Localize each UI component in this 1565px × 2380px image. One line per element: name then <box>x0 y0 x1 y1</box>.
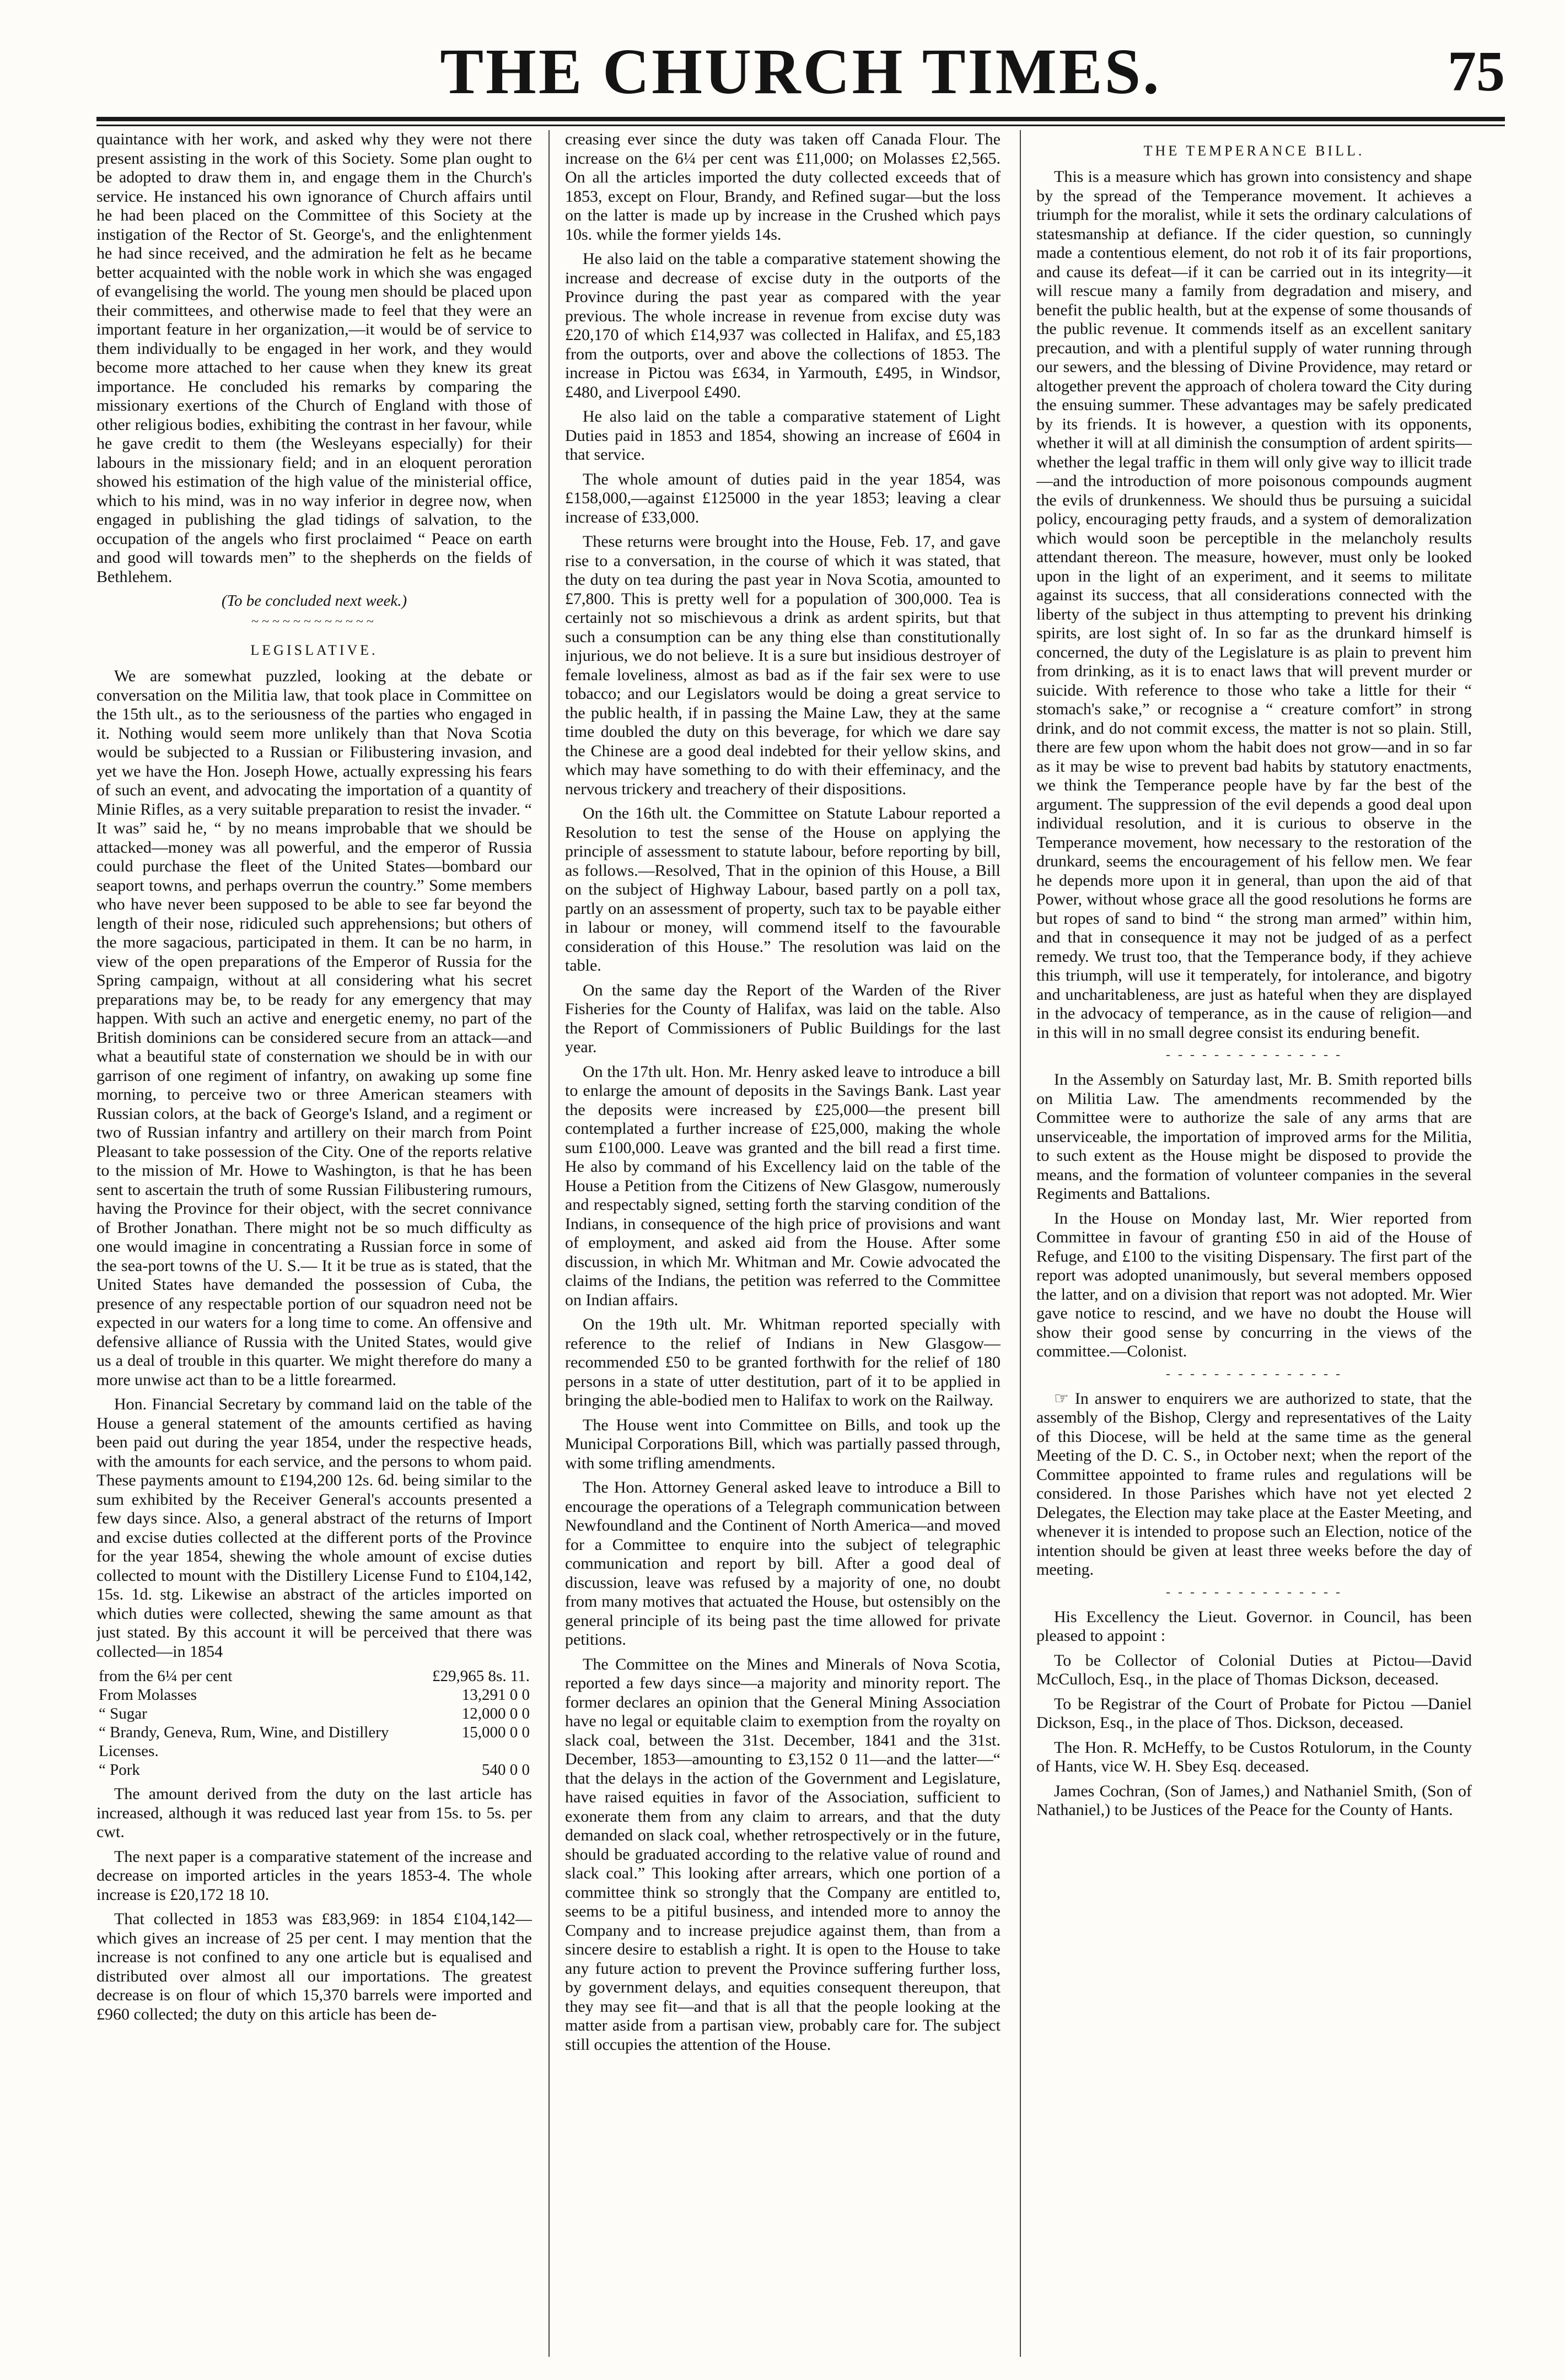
article-paragraph: creasing ever since the duty was taken off Canada Flour. The increase on the 6¼ per cent was £11,000; on Molasses £2,565. On all the articles imported the duty collected exceeds that of 1853, except on Flour, Brandy, and Refined sugar—but the loss on the latter is made up by increase in the Crushed which pays 10s. while the former yields 14s. <box>565 130 1001 244</box>
article-paragraph: The amount derived from the duty on the last article has increased, although it was reduced last year from 15s. to 5s. per cwt. <box>96 1785 532 1841</box>
article-paragraph: In the House on Monday last, Mr. Wier reported from Committee in favour of granting £50 in aid of the House of Refuge, and £100 to the visiting Dispensary. The first part of the report was adopted unanimously, but several members opposed the latter, and on a division that report was not adopted. Mr. Wier gave notice to rescind, and we have no doubt the House will show their good sense by concurring in the views of the committee.—Colonist. <box>1036 1209 1472 1360</box>
article-paragraph: The Hon. Attorney General asked leave to introduce a Bill to encourage the operations of a Telegraph communication between Newfoundland and the Continent of North America—and moved for a Committee to enquire into the subject of telegraphic communication and report by bill. After a good deal of discussion, leave was refused by a majority of one, no doubt from many motives that actuated the House, but ostensibly on the general principle of its being past the time allowed for private petitions. <box>565 1478 1001 1649</box>
article-paragraph: On the 17th ult. Hon. Mr. Henry asked leave to introduce a bill to enlarge the amount of deposits in the Savings Bank. Last year the deposits were increased by £25,000—the present bill contemplated a further increase of £25,000, making the whole sum £100,000. Leave was granted and the bill read a first time. He also by command of his Excellency laid on the table of the House a Petition from the Citizens of New Glasgow, numerously and respectably signed, setting forth the starving condition of the Indians, in consequence of the high price of provisions and want of employment, and asked aid from the House. After some discussion, in which Mr. Whitman and Mr. Cowie advocated the claims of the Indians, the petition was referred to the Committee on Indian affairs. <box>565 1062 1001 1309</box>
duty-amount: 13,291 0 0 <box>461 1686 530 1704</box>
article-paragraph: Hon. Financial Secretary by command laid on the table of the House a general statement of the amounts certified as having been paid out during the year 1854, under the respective heads, with the amounts for each service, and the persons to whom paid. These payments amount to £194,200 12s. 6d. being similar to the sum exhibited by the Receiver General's accounts presented a few days since. Also, a general abstract of the returns of Import and excise duties collected at the different ports of the Province for the year 1854, shewing the whole amount of excise duties collected to mount with the Distillery License Fund to £104,142, 15s. 1d. stg. Likewise an abstract of the articles imported on which duties were collected, shewing the same amount as that just stated. By this account it will be perceived that there was collected—in 1854 <box>96 1395 532 1661</box>
column-2 <box>565 130 1001 2357</box>
duty-amount: 540 0 0 <box>482 1761 530 1779</box>
section-heading-temperance: THE TEMPERANCE BILL. <box>1143 143 1365 159</box>
article-paragraph: He also laid on the table a comparative statement of Light Duties paid in 1853 and 1854, showing an increase of £604 in that service. <box>565 407 1001 464</box>
article-paragraph: These returns were brought into the House, Feb. 17, and gave rise to a conversation, in the course of which it was stated, that the duty on tea during the past year in Nova Scotia, amounted to £7,800. This is pretty well for a population of 300,000. Tea is certainly not so mischievous a drink as ardent spirits, but that such a consumption can be any thing else than constitutionally injurious, we do not believe. It is a sure but insidious destroyer of female loveliness, almost as bad as if the fair sex were to use tobacco; and our Legislators would be doing a great service to the public health, if in passing the Maine Law, they at the same time doubled the duty on this beverage, for which we dare say the Chinese are a good deal indebted for their yellow skins, and which may have something to do with their effeminacy, and the nervous trickery and treachery of their dispositions. <box>565 532 1001 798</box>
article-paragraph: The whole amount of duties paid in the year 1854, was £158,000,—against £125000 in the year 1853; leaving a clear increase of £33,000. <box>565 470 1001 526</box>
section-divider: - - - - - - - - - - - - - - - <box>1166 1585 1342 1600</box>
page-number: 75 <box>1448 40 1505 103</box>
column-3 <box>1036 130 1472 2357</box>
article-paragraph: In the Assembly on Saturday last, Mr. B. Smith reported bills on Militia Law. The amendments recommended by the Committee were to authorize the sale of any arms that are unserviceable, the importation of improved arms for the Militia, to such extent as the House might be disposed to provide the means, and the formation of volunteer companies in the several Regiments and Battalions. <box>1036 1070 1472 1203</box>
article-paragraph: On the 19th ult. Mr. Whitman reported specially with reference to the relief of Indians in New Glasgow—recommended £50 to be granted forthwith for the relief of 180 persons in a state of utter destitution, part of it to be applied in bringing the able-bodied men to Halifax to work on the Railway. <box>565 1315 1001 1409</box>
appointment-entry: To be Collector of Colonial Duties at Pictou—David McCulloch, Esq., in the place of Thomas Dickson, deceased. <box>1036 1651 1472 1688</box>
appointment-entry: James Cochran, (Son of James,) and Nathaniel Smith, (Son of Nathaniel,) to be Justices of the Peace for the County of Hants. <box>1036 1781 1472 1819</box>
article-paragraph: The House went into Committee on Bills, and took up the Municipal Corporations Bill, which was partially passed through, with some trifling amendments. <box>565 1415 1001 1472</box>
masthead <box>96 33 1505 116</box>
continuation-note: (To be concluded next week.) <box>221 592 407 610</box>
duty-item: “ Sugar <box>99 1705 147 1722</box>
article-paragraph: This is a measure which has grown into consistency and shape by the spread of the Temperance movement. It achieves a triumph for the moralist, while it sets the ordinary calculations of statesmanship at defiance. If the cider question, so cunningly made a contentious element, do not rob it of its fair proportions, and cause its defeat—if it can be carried out in its integrity—it will rescue many a family from degradation and misery, and benefit the public health, but at the expense of some thousands of the public revenue. It commends itself as an excellent sanitary precaution, and with a plentiful supply of water running through our sewers, and the blessing of Divine Providence, may retard or altogether prevent the approach of cholera toward the City during the ensuing summer. These advantages may be safely predicated by its friends. It is however, a question with its opponents, whether it will at all diminish the consumption of ardent spirits—whether the legal traffic in them will only give way to illicit trade—and the introduction of more poisonous compounds augment the evils of drunkenness. We should thus be pursuing a suicidal policy, encouraging petty frauds, and a system of demoralization which would soon be perceptible in the melancholy results attendant thereon. The measure, however, must only be looked upon in the light of an experiment, and it seems to militate against its success, that all considerations connected with the liberty of the subject in thus attempting to prevent his drinking spirits, are lost sight of. In so far as the drunkard himself is concerned, the duty of the Legislature is as plain to prevent him from drinking, as it is to enact laws that will prevent murder or suicide. With reference to those who take a little for their “ stomach's sake,” or recognise a “ creature comfort” in strong drink, and do not commit excess, the matter is not so plain. Still, there are few upon whom the habit does not grow—and in so far as it may be wise to prevent bad habits by statutory enactments, we think the Temperance people have by far the best of the argument. The suppression of the evil depends a good deal upon individual resolution, and it is curious to observe in the Temperance movement, how necessary to the restoration of the drunkard, seems the encouragement of his fellow men. We fear he depends more upon it in general, than upon the aid of that Power, without whose grace all the good resolutions he forms are but ropes of sand to bind “ the strong man armed” within him, and that in consequence it may not be judged of as a perfect remedy. We trust too, that the Temperance body, if they achieve this triumph, will use it temperately, for intolerance, and bigotry and uncharitableness, are just as hateful when they are displayed in the advocacy of temperance, as in the cause of religion—and in this will in no small degree consist its enduring benefit. <box>1036 168 1472 1042</box>
article-paragraph: On the 16th ult. the Committee on Statute Labour reported a Resolution to test the sense of the House on applying the principle of assessment to statute labour, before reporting by bill, as follows.—Resolved, That in the opinion of this House, a Bill on the subject of Highway Labour, based partly on a poll tax, partly on an assessment of property, such tax to be payable either in labour or money, will commend itself to the favourable consideration of this House.” The resolution was laid on the table. <box>565 804 1001 974</box>
notice-paragraph: ☞ In answer to enquirers we are authorized to state, that the assembly of the Bishop, Clergy and representatives of the Laity of this Diocese, will be held at the same time as the general Meeting of the D. C. S., in October next; when the report of the Committee appointed to frame rules and regulations will be considered. In those Parishes which have not yet elected 2 Delegates, the Election may take place at the Easter Meeting, and whenever it is intended to propose such an Election, notice of the intention should be given at least three weeks before the day of meeting. <box>1036 1389 1472 1579</box>
table-row <box>96 1723 532 1760</box>
duty-amount: £29,965 8s. 11. <box>432 1667 530 1685</box>
appointment-entry: The Hon. R. McHeffy, to be Custos Rotulorum, in the County of Hants, vice W. H. Sbey Esq. deceased. <box>1036 1738 1472 1775</box>
duty-item: “ Pork <box>99 1761 140 1779</box>
duty-amount: 15,000 0 0 <box>461 1724 530 1741</box>
section-divider: - - - - - - - - - - - - - - - <box>1166 1048 1342 1062</box>
duties-table <box>96 1667 532 1779</box>
article-paragraph: The Committee on the Mines and Minerals of Nova Scotia, reported a few days since—a majority and minority report. The former declares an opinion that the General Mining Association have no legal or equitable claim to exemption from the royalty on slack coal, between the 31st. December, 1841 and the 31st. December, 1853—amounting to £3,152 0 11—and the latter—“ that the delays in the action of the Government and Legislature, have raised equities in favor of the Association, sufficient to exonerate them from any claim to arrears, and that the duty demanded on slack coal, whether retrospectively or in the future, should be graduated according to the relative value of round and slack coal.” This looking after arrears, which one portion of a committee think so strongly that the Company are entitled to, seems to be a pitiful business, and intended more to annoy the Company and to increase prejudice against them, than from a sincere desire to establish a right. It is open to the House to take any future action to prevent the Province suffering further loss, by government delays, and equities consequent thereupon, that they may see fit—and that is all that the people looking at the matter aside from a partisan view, probably care for. The subject still occupies the attention of the House. <box>565 1655 1001 2054</box>
article-paragraph: His Excellency the Lieut. Governor. in Council, has been pleased to appoint : <box>1036 1607 1472 1645</box>
table-row <box>96 1760 532 1779</box>
duty-item: “ Brandy, Geneva, Rum, Wine, and Distillery Licenses. <box>99 1724 389 1760</box>
masthead-rule-thick <box>96 117 1505 121</box>
article-paragraph: The next paper is a comparative statement of the increase and decrease on imported articles in the years 1853-4. The whole increase is £20,172 18 10. <box>96 1847 532 1904</box>
duty-amount: 12,000 0 0 <box>461 1705 530 1722</box>
section-heading-legislative: LEGISLATIVE. <box>250 642 378 658</box>
table-row <box>96 1704 532 1723</box>
column-divider <box>548 130 550 2357</box>
article-paragraph: We are somewhat puzzled, looking at the debate or conversation on the Militia law, that took place in Committee on the 15th ult., as to the seriousness of the parties who engaged in it. Nothing would seem more unlikely than that Nova Scotia would be subjected to a Russian or Filibustering invasion, and yet we have the Hon. Joseph Howe, actually expressing his fears of such an event, and advocating the importation of a quantity of Minie Rifles, as a very suitable preparation to resist the invader. “ It was” said he, “ by no means improbable that we should be attacked—money was all powerful, and the emperor of Russia could purchase the fleet of the United States—bombard our seaport towns, and perhaps overrun the country.” Some members who have never been supposed to be able to see far beyond the length of their nose, ridiculed such apprehensions; but others of the more sagacious, participated in them. It can be no harm, in view of the open preparations of the Emperor of Russia for the Spring campaign, without at all considering what his secret preparations may be, to be ready for any emergency that may happen. With such an active and energetic enemy, no part of the British dominions can be considered secure from an attack—and what a beautiful state of consternation we should be in with our garrison of one regiment of infantry, on awaking up some fine morning, to perceive two or three American steamers with Russian colors, at the back of George's Island, and a regiment or two of Russian infantry and artillery on their march from Point Pleasant to take possession of the City. One of the reports relative to the mission of Mr. Howe to Washington, is that he has been sent to ascertain the truth of some Russian Filibustering rumours, having the Province for their object, with the secret connivance of Brother Jonathan. There might not be so much difficulty as one would imagine in concentrating a Russian force in some of the sea-port towns of the U. S.— It it be true as is stated, that the United States have demanded the possession of Cuba, the presence of any respectable portion of our squadron need not be expected in our waters for a long time to come. An offensive and defensive alliance of Russia with the United States, would give us a deal of trouble in this quarter. We might therefore do many a more unwise act than to be a little forearmed. <box>96 667 532 1389</box>
duty-item: from the 6¼ per cent <box>99 1667 233 1685</box>
appointment-entry: To be Registrar of the Court of Probate for Pictou —Daniel Dickson, Esq., in the place of Thos. Dickson, deceased. <box>1036 1694 1472 1732</box>
column-divider <box>1020 130 1021 2357</box>
masthead-rule-thin <box>96 125 1505 126</box>
duty-item: From Molasses <box>99 1686 197 1704</box>
section-divider: - - - - - - - - - - - - - - - <box>1166 1366 1342 1381</box>
article-paragraph: quaintance with her work, and asked why they were not there present assisting in the work of this Society. Some plan ought to be adopted to draw them in, and engage them in the Church's service. He instanced his own ignorance of Church affairs until he had been placed on the Committee of this Society at the instigation of the Rector of St. George's, and the enlightenment he had since received, and the admiration he felt as he became better acquainted with the noble work in which she was engaged of evangelising the world. The young men should be placed upon their committees, and otherwise made to feel that they were an important feature in her organization,—it would be of service to them individually to be engaged in her work, and they would become more attached to her cause when they knew its great importance. He concluded his remarks by comparing the missionary exertions of the Church of England with those of other religious bodies, exhibiting the contrast in her favour, while he gave credit to them (the Wesleyans especially) for their labours in the missionary field; and in an eloquent peroration showed his estimation of the high value of the ministerial office, which to his mind, was in no way inferior in degree now, when engaged in publishing the glad tidings of salvation, to the occupation of the angels who first proclaimed “ Peace on earth and good will towards men” to the shepherds on the fields of Bethlehem. <box>96 130 532 586</box>
table-row <box>96 1686 532 1704</box>
section-ornament: ~~~~~~~~~~~~ <box>251 615 377 629</box>
table-row <box>96 1667 532 1686</box>
article-paragraph: That collected in 1853 was £83,969: in 1854 £104,142—which gives an increase of 25 per cent. I may mention that the increase is not confined to any one article but is equalised and distributed over almost all our importations. The greatest decrease is on flour of which 15,370 barrels were imported and £960 collected; the duty on this article has been de- <box>96 1910 532 2023</box>
article-paragraph: On the same day the Report of the Warden of the River Fisheries for the County of Halifax, was laid on the table. Also the Report of Commissioners of Public Buildings for the last year. <box>565 981 1001 1056</box>
column-1 <box>96 130 532 2357</box>
newspaper-title: THE CHURCH TIMES. <box>440 35 1161 107</box>
article-paragraph: He also laid on the table a comparative statement showing the increase and decrease of excise duty in the outports of the Province during the past year as compared with the year previous. The whole increase in revenue from excise duty was £20,170 of which £14,937 was collected in Halifax, and £5,183 from the outports, over and above the collections of 1853. The increase in Pictou was £634, in Yarmouth, £495, in Windsor, £480, and Liverpool £490. <box>565 250 1001 401</box>
